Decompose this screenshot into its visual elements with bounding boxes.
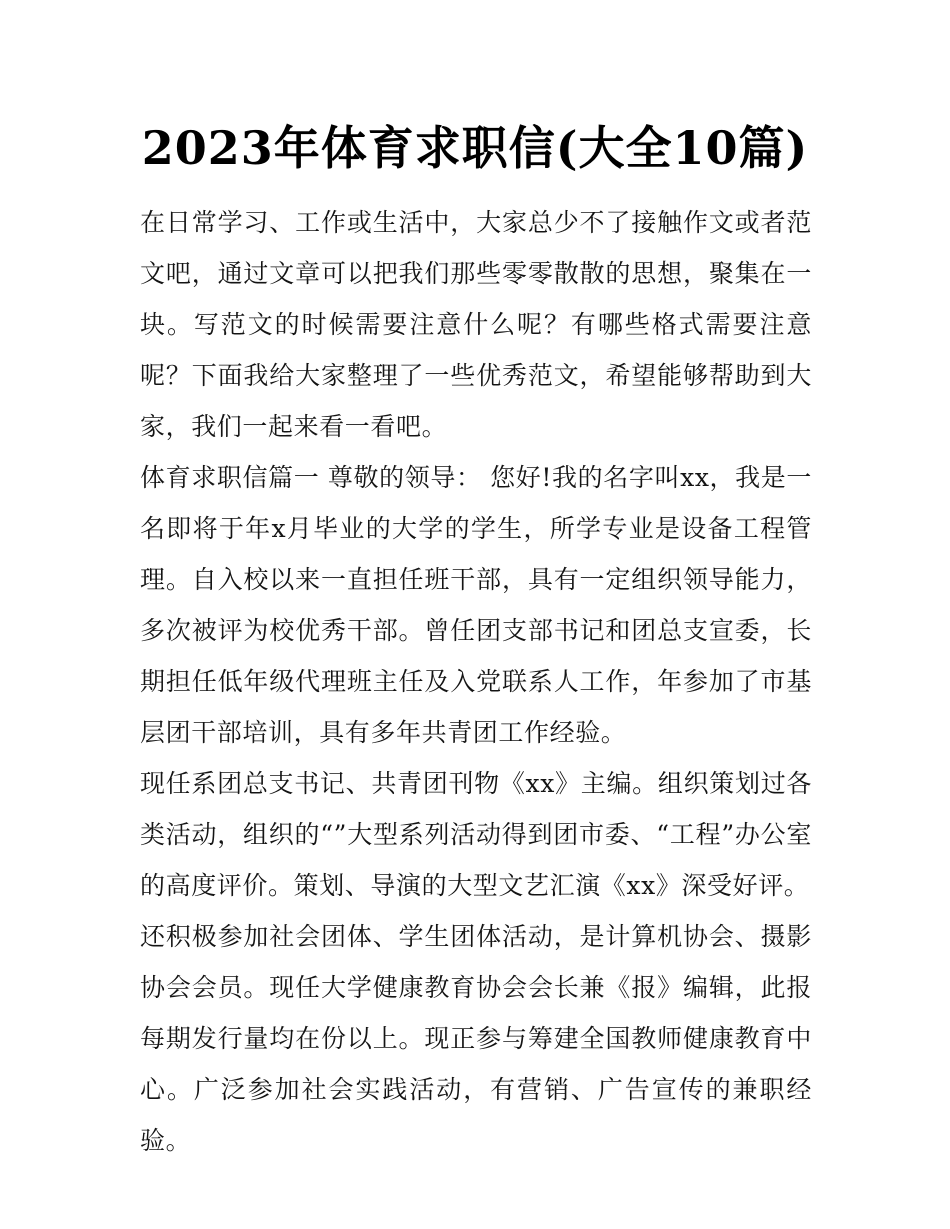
paragraph-social-activities: 还积极参加社会团体、学生团体活动，是计算机协会、摄影协会会员。现任大学健康教育协会会长兼《报》编辑，此报每期发行量均在份以上。现正参与筹建全国教师健康教育中心。广泛参加社会实践活动，有营销、广告宣传的兼职经验。 — [140, 922, 812, 1155]
document-body — [140, 197, 812, 1166]
document-title: 2023年体育求职信(大全10篇) — [141, 121, 809, 175]
paragraph-letter-opening: 体育求职信篇一 尊敬的领导： 您好!我的名字叫xx，我是一名即将于年x月毕业的大学的学生，所学专业是设备工程管理。自入校以来一直担任班干部，具有一定组织领导能力，多次被评为校优秀干部。曾任团支部书记和团总支宣委，长期担任低年级代理班主任及入党联系人工作，年参加了市基层团干部培训，具有多年共青团工作经验。 — [140, 463, 812, 747]
paragraph-current-roles: 现任系团总支书记、共青团刊物《xx》主编。组织策划过各类活动，组织的“”大型系列活动得到团市委、“工程”办公室的高度评价。策划、导演的大型文艺汇演《xx》深受好评。 — [140, 769, 812, 900]
paragraph-intro: 在日常学习、工作或生活中，大家总少不了接触作文或者范文吧，通过文章可以把我们那些零零散散的思想，聚集在一块。写范文的时候需要注意什么呢？有哪些格式需要注意呢？下面我给大家整理了一些优秀范文，希望能够帮助到大家，我们一起来看一看吧。 — [140, 208, 812, 441]
